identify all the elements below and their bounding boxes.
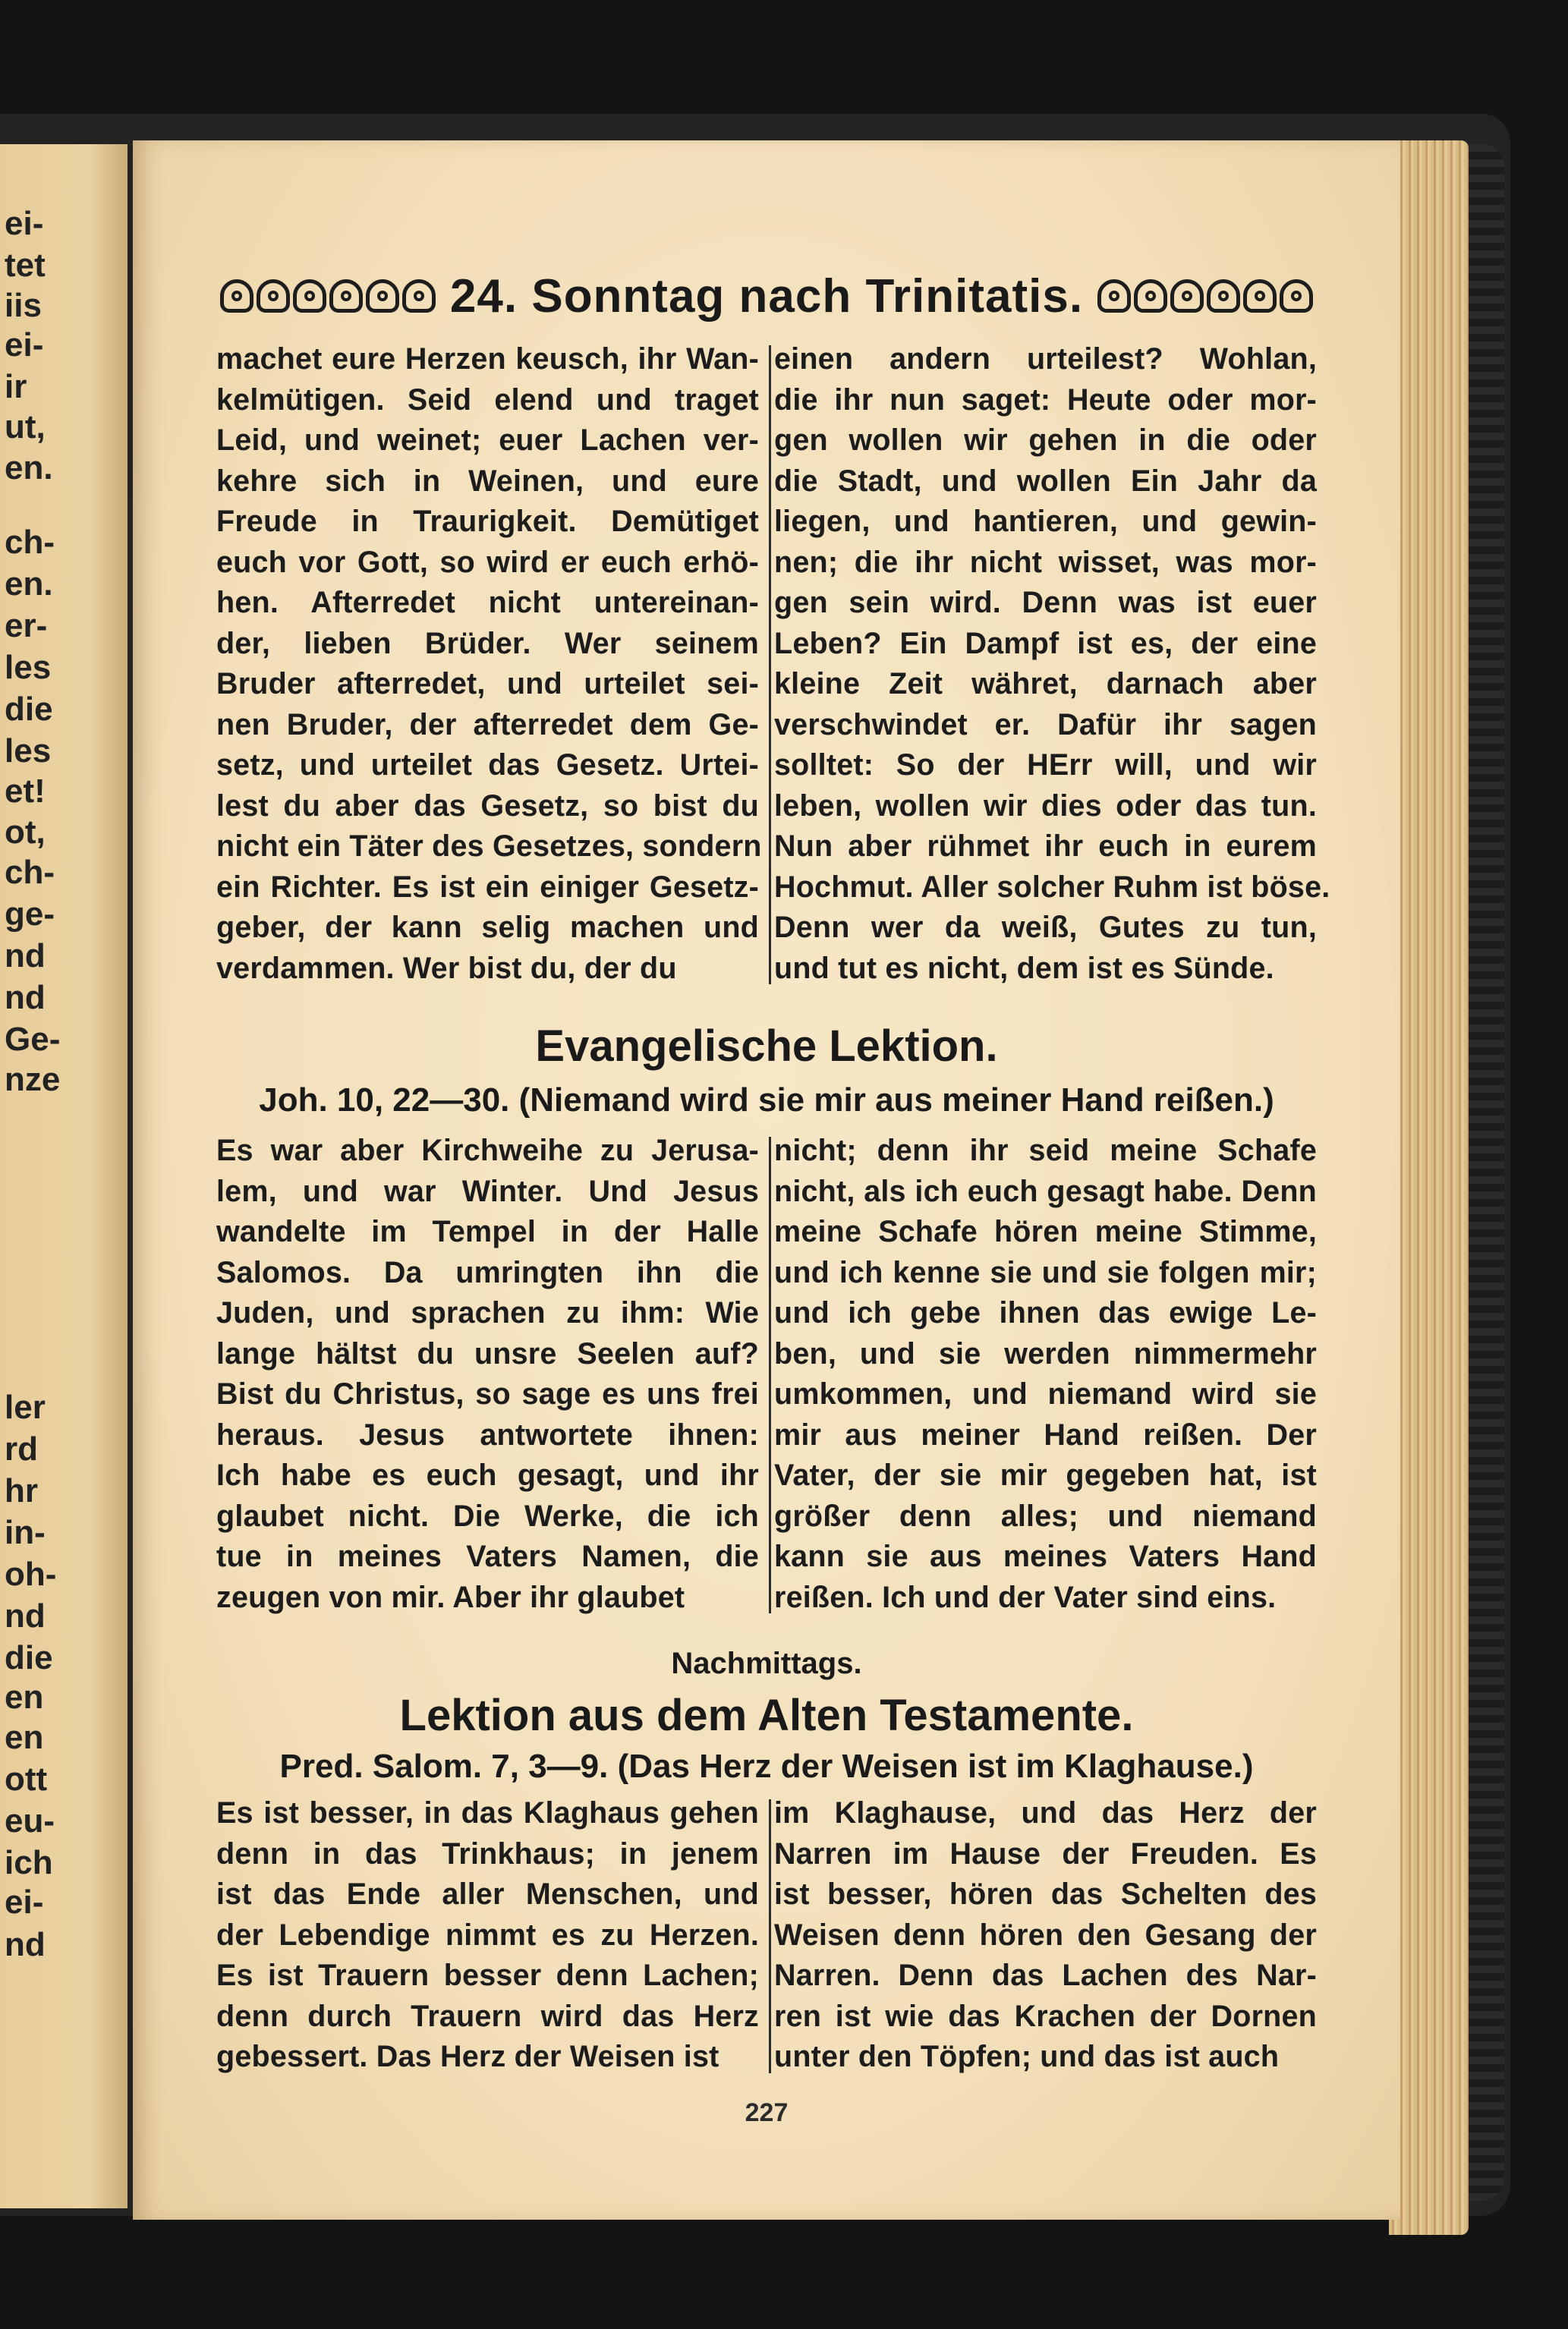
text-line: solltet: So der HErr will, und wir [774, 748, 1317, 782]
text-line: nicht ein Täter des Gesetzes, sondern [216, 829, 762, 863]
previous-page-fragment: iis [5, 287, 42, 324]
text-line: Bruder afterredet, und urteilet sei- [216, 667, 759, 700]
previous-page-fragment: nze [5, 1061, 61, 1098]
text-line: reißen. Ich und der Vater sind eins. [774, 1580, 1277, 1614]
epistle-continuation [216, 339, 1330, 989]
text-line: Ich habe es euch gesagt, und ihr [216, 1459, 759, 1492]
previous-page-fragment: ler [5, 1389, 46, 1426]
previous-page-edge [0, 144, 128, 2208]
page-stack-edge [1389, 140, 1469, 2235]
text-line: und tut es nicht, dem ist es Sünde. [774, 951, 1274, 985]
previous-page-fragment: les [5, 732, 52, 770]
text-line: nen; die ihr nicht wisset, was mor- [774, 545, 1317, 579]
book-page [133, 140, 1400, 2220]
ornament-right-icon [1097, 279, 1313, 313]
gospel-right-column [774, 1131, 1317, 1618]
text-line: meine Schafe hören meine Stimme, [774, 1215, 1317, 1248]
old-testament-left-column [216, 1793, 759, 2078]
text-line: gen wollen wir gehen in die oder [774, 423, 1317, 457]
text-line: ist das Ende aller Menschen, und [216, 1877, 759, 1911]
text-line: Leben? Ein Dampf ist es, der eine [774, 626, 1317, 660]
text-line: kehre sich in Weinen, und eure [216, 464, 759, 498]
text-line: ist besser, hören das Schelten des [774, 1877, 1317, 1911]
text-line: einen andern urteilest? Wohlan, [774, 342, 1317, 376]
text-line: heraus. Jesus antwortete ihnen: [216, 1418, 759, 1452]
text-line: machet eure Herzen keusch, ihr Wan- [216, 342, 759, 376]
text-line: der, lieben Brüder. Wer seinem [216, 626, 759, 660]
text-line: Nun aber rühmet ihr euch in eurem [774, 829, 1317, 863]
text-line: und ich kenne sie und sie folgen mir; [774, 1255, 1317, 1289]
text-line: ein Richter. Es ist ein einiger Gesetz- [216, 870, 759, 904]
previous-page-fragment: Ge- [5, 1021, 61, 1058]
text-line: ben, und sie werden nimmermehr [774, 1336, 1317, 1371]
text-line: tue in meines Vaters Namen, die [216, 1540, 759, 1573]
previous-page-fragment: er- [5, 607, 48, 644]
text-line: Es war aber Kirchweihe zu Jerusa- [216, 1134, 759, 1167]
text-line: hen. Afterredet nicht untereinan- [216, 586, 759, 619]
previous-page-fragment: hr [5, 1472, 38, 1509]
text-line: euch vor Gott, so wird er euch erhö- [216, 545, 759, 579]
text-line: Hochmut. Aller solcher Ruhm ist böse. [774, 870, 1330, 904]
previous-page-fragment: nd [5, 979, 46, 1016]
text-line: nicht, als ich euch gesagt habe. Denn [774, 1174, 1317, 1208]
text-line: ren ist wie das Krachen der Dornen [774, 1999, 1317, 2033]
text-line: verschwindet er. Dafür ihr sagen [774, 707, 1317, 741]
text-line: und ich gebe ihnen das ewige Le- [774, 1296, 1317, 1330]
afternoon-label: Nachmittags. [671, 1647, 862, 1680]
text-line: setz, und urteilet das Gesetz. Urtei- [216, 748, 759, 782]
previous-page-fragment: eu- [5, 1802, 55, 1840]
text-line: kleine Zeit währet, darnach aber [774, 667, 1317, 700]
text-line: lest du aber das Gesetz, so bist du [216, 788, 759, 823]
text-line: kann sie aus meines Vaters Hand [774, 1540, 1317, 1573]
text-line: Vater, der sie mir gegeben hat, ist [774, 1459, 1317, 1492]
text-line: lange hältst du unsre Seelen auf? [216, 1336, 759, 1371]
previous-page-fragment: ot, [5, 814, 46, 851]
page-number: 227 [745, 2098, 789, 2127]
text-line: gebessert. Das Herz der Weisen ist [216, 2040, 719, 2073]
gospel-reference: Joh. 10, 22—30. (Niemand wird sie mir aus meiner Hand reißen.) [259, 1081, 1274, 1119]
text-line: denn in das Trinkhaus; in jenem [216, 1836, 759, 1871]
previous-page-fragment: ch- [5, 854, 55, 891]
column-rule [769, 345, 771, 984]
text-line: Leid, und weinet; euer Lachen ver- [216, 423, 759, 457]
running-head [220, 262, 1313, 330]
running-head-title: 24. Sonntag nach Trinitatis. [449, 269, 1084, 323]
text-line: im Klaghause, und das Herz der [774, 1796, 1317, 1830]
previous-page-fragment: die [5, 691, 53, 728]
text-line: nicht; denn ihr seid meine Schafe [774, 1134, 1317, 1167]
text-line: zeugen von mir. Aber ihr glaubet [216, 1580, 685, 1614]
old-testament-reference: Pred. Salom. 7, 3—9. (Das Herz der Weisen ist im Klaghause.) [279, 1748, 1254, 1785]
previous-page-fragment: ott [5, 1761, 48, 1798]
epistle-right-column [774, 339, 1330, 989]
previous-page-fragment: in- [5, 1514, 46, 1551]
text-line: mir aus meiner Hand reißen. Der [774, 1418, 1317, 1452]
previous-page-fragment: en [5, 1679, 44, 1716]
text-line: liegen, und hantieren, und gewin- [774, 505, 1317, 538]
ornament-left-icon [220, 279, 436, 313]
column-rule [769, 1137, 771, 1613]
text-line: Narren im Hause der Freuden. Es [774, 1836, 1317, 1871]
previous-page-fragment: en. [5, 449, 53, 486]
text-line: Juden, und sprachen zu ihm: Wie [216, 1296, 759, 1330]
previous-page-fragment: rd [5, 1430, 38, 1468]
text-line: gen sein wird. Denn was ist euer [774, 586, 1317, 619]
previous-page-fragment: die [5, 1639, 53, 1676]
column-rule [769, 1799, 771, 2073]
previous-page-fragment: nd [5, 937, 46, 974]
text-line: glaubet nicht. Die Werke, die ich [216, 1499, 759, 1533]
previous-page-fragment: tet [5, 247, 46, 284]
text-line: umkommen, und niemand wird sie [774, 1377, 1317, 1411]
previous-page-fragment: ich [5, 1844, 53, 1881]
text-line: Denn wer da weiß, Gutes zu tun, [774, 911, 1317, 944]
text-line: Bist du Christus, so sage es uns frei [216, 1377, 759, 1411]
previous-page-fragment: nd [5, 1597, 46, 1635]
text-line: geber, der kann selig machen und [216, 911, 759, 944]
gospel-left-column [216, 1131, 759, 1618]
text-line: kelmütigen. Seid elend und traget [216, 382, 759, 417]
text-line: Es ist besser, in das Klaghaus gehen [216, 1796, 759, 1830]
text-line: Es ist Trauern besser denn Lachen; [216, 1959, 759, 1992]
text-line: verdammen. Wer bist du, der du [216, 951, 677, 985]
previous-page-fragment: nd [5, 1926, 46, 1963]
text-line: die ihr nun saget: Heute oder mor- [774, 382, 1317, 417]
text-line: denn durch Trauern wird das Herz [216, 1999, 759, 2033]
text-line: die Stadt, und wollen Ein Jahr da [774, 464, 1317, 498]
previous-page-fragment: ei- [5, 326, 44, 364]
text-line: der Lebendige nimmt es zu Herzen. [216, 1918, 759, 1952]
gospel-text [216, 1131, 1317, 1618]
text-line: unter den Töpfen; und das ist auch [774, 2040, 1280, 2073]
text-line: wandelte im Tempel in der Halle [216, 1215, 759, 1248]
previous-page-fragment: oh- [5, 1556, 57, 1593]
old-testament-heading: Lektion aus dem Alten Testamente. [399, 1691, 1134, 1740]
previous-page-fragment: et! [5, 773, 46, 810]
previous-page-fragment: ei- [5, 205, 44, 242]
text-line: lem, und war Winter. Und Jesus [216, 1174, 759, 1208]
text-line: größer denn alles; und niemand [774, 1499, 1317, 1533]
previous-page-fragment: en. [5, 565, 53, 603]
previous-page-fragment: les [5, 649, 52, 686]
old-testament-right-column [774, 1793, 1317, 2078]
text-line: Weisen denn hören den Gesang der [774, 1918, 1317, 1952]
text-line: Freude in Traurigkeit. Demütiget [216, 505, 759, 538]
text-line: Narren. Denn das Lachen des Nar- [774, 1959, 1317, 1992]
previous-page-fragment: ge- [5, 895, 55, 933]
previous-page-fragment: ch- [5, 524, 55, 561]
gospel-heading: Evangelische Lektion. [535, 1021, 998, 1071]
previous-page-fragment: ei- [5, 1884, 44, 1921]
text-line: nen Bruder, der afterredet dem Ge- [216, 707, 759, 741]
text-line: Salomos. Da umringten ihn die [216, 1255, 759, 1289]
text-line: leben, wollen wir dies oder das tun. [774, 788, 1317, 823]
previous-page-fragment: ir [5, 368, 27, 405]
previous-page-fragment: en [5, 1719, 44, 1756]
epistle-left-column [216, 339, 762, 989]
old-testament-text [216, 1793, 1317, 2078]
previous-page-fragment: ut, [5, 408, 46, 445]
